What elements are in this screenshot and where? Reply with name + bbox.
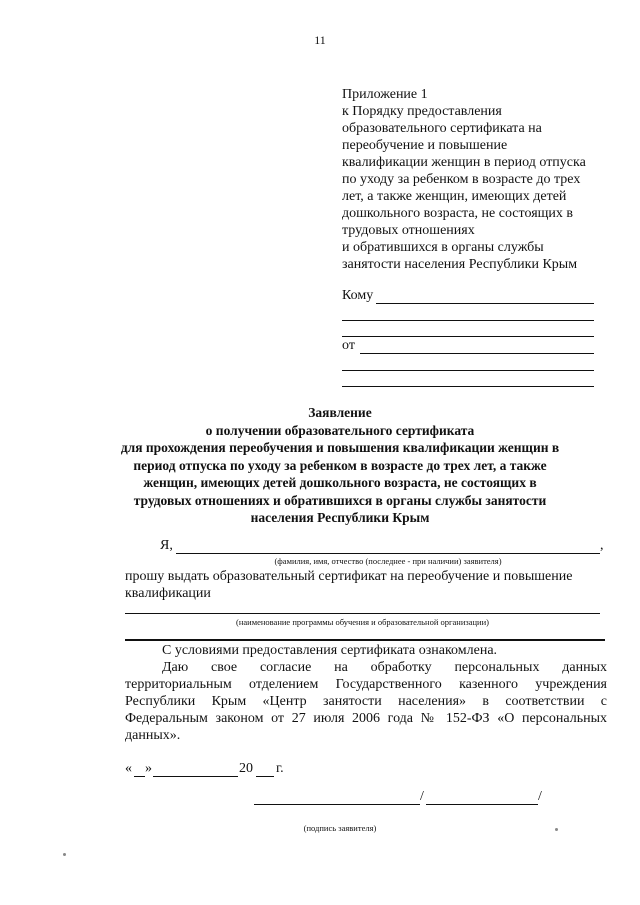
date-year-field[interactable]	[256, 776, 274, 777]
title-line: трудовых отношениях и обратившихся в органы службы занятости	[133, 492, 547, 508]
to-field-line-2[interactable]	[342, 320, 594, 321]
date-month-field[interactable]	[153, 776, 238, 777]
appendix-line: по уходу за ребенком в возрасте до трех	[342, 172, 581, 187]
consent-line-5: данных».	[125, 728, 181, 743]
appendix-line: квалификации женщин в период отпуска	[342, 155, 586, 170]
consent-line-4: Федеральным законом от 27 июля 2006 года № 152-ФЗ «О персональных	[125, 711, 607, 726]
request-line-1: прошу выдать образовательный сертификат на переобучение и повышение	[125, 569, 573, 584]
appendix-line: переобучение и повышение	[342, 138, 508, 153]
date-open-quote: «	[125, 761, 132, 776]
appendix-line: трудовых отношениях	[342, 223, 475, 238]
title-line: период отпуска по уходу за ребенком в возрасте до трех лет, а также	[133, 457, 547, 473]
title-line: населения Республики Крым	[250, 510, 430, 525]
to-label: Кому	[342, 288, 374, 303]
appendix-header	[342, 86, 622, 273]
appendix-line: лет, а также женщин, имеющих детей	[342, 189, 567, 204]
program-caption: (наименование программы обучения и образовательной организации)	[236, 617, 489, 627]
signature-field[interactable]	[254, 804, 420, 805]
appendix-line: и обратившихся в органы службы	[342, 240, 544, 255]
appendix-line: занятости населения Республики Крым	[342, 257, 578, 272]
title-heading: Заявление	[308, 405, 372, 420]
appendix-line: к Порядку предоставления	[342, 104, 502, 119]
consent-line-2: территориальным отделением Государственного казенного учреждения	[125, 677, 607, 692]
consent-line-1: Даю свое согласие на обработку персональных данных	[162, 660, 607, 675]
applicant-prefix: Я,	[160, 538, 173, 553]
signature-name-field[interactable]	[426, 804, 538, 805]
to-field-line-1[interactable]	[376, 303, 594, 304]
section-divider	[125, 639, 605, 641]
appendix-line: дошкольного возраста, не состоящих в	[342, 206, 574, 221]
acknowledged-text: С условиями предоставления сертификата ознакомлена.	[162, 643, 498, 658]
from-field-line-2[interactable]	[342, 370, 594, 371]
appendix-line: образовательного сертификата на	[342, 121, 542, 136]
date-close-quote: »	[145, 761, 152, 776]
applicant-name-field[interactable]	[176, 553, 600, 554]
date-year-prefix: 20	[239, 761, 253, 776]
signature-separator: /	[420, 789, 424, 804]
scan-mark	[555, 828, 558, 831]
applicant-suffix: ,	[600, 538, 604, 553]
document-title	[80, 404, 600, 527]
title-line: для прохождения переобучения и повышения квалификации женщин в	[120, 440, 560, 455]
date-day-field[interactable]	[134, 776, 145, 777]
consent-line-3: Республики Крым «Центр занятости населения» в соответствии с	[125, 694, 607, 709]
program-field-line[interactable]	[125, 613, 600, 614]
title-line: о получении образовательного сертификата	[205, 422, 475, 438]
from-field-line-3[interactable]	[342, 386, 594, 387]
signature-separator-end: /	[538, 789, 542, 804]
scan-mark	[63, 853, 66, 856]
from-label: от	[342, 338, 355, 353]
appendix-line: Приложение 1	[342, 87, 428, 102]
request-line-2: квалификации	[125, 586, 211, 601]
signature-caption: (подпись заявителя)	[303, 823, 377, 833]
title-line: женщин, имеющих детей дошкольного возраста, не состоящих в	[143, 475, 537, 490]
applicant-caption: (фамилия, имя, отчество (последнее - при наличии) заявителя)	[274, 556, 502, 566]
from-field-line-1[interactable]	[360, 353, 594, 354]
date-year-suffix: г.	[276, 761, 284, 776]
page-number: 11	[314, 33, 326, 47]
to-field-line-3[interactable]	[342, 336, 594, 337]
